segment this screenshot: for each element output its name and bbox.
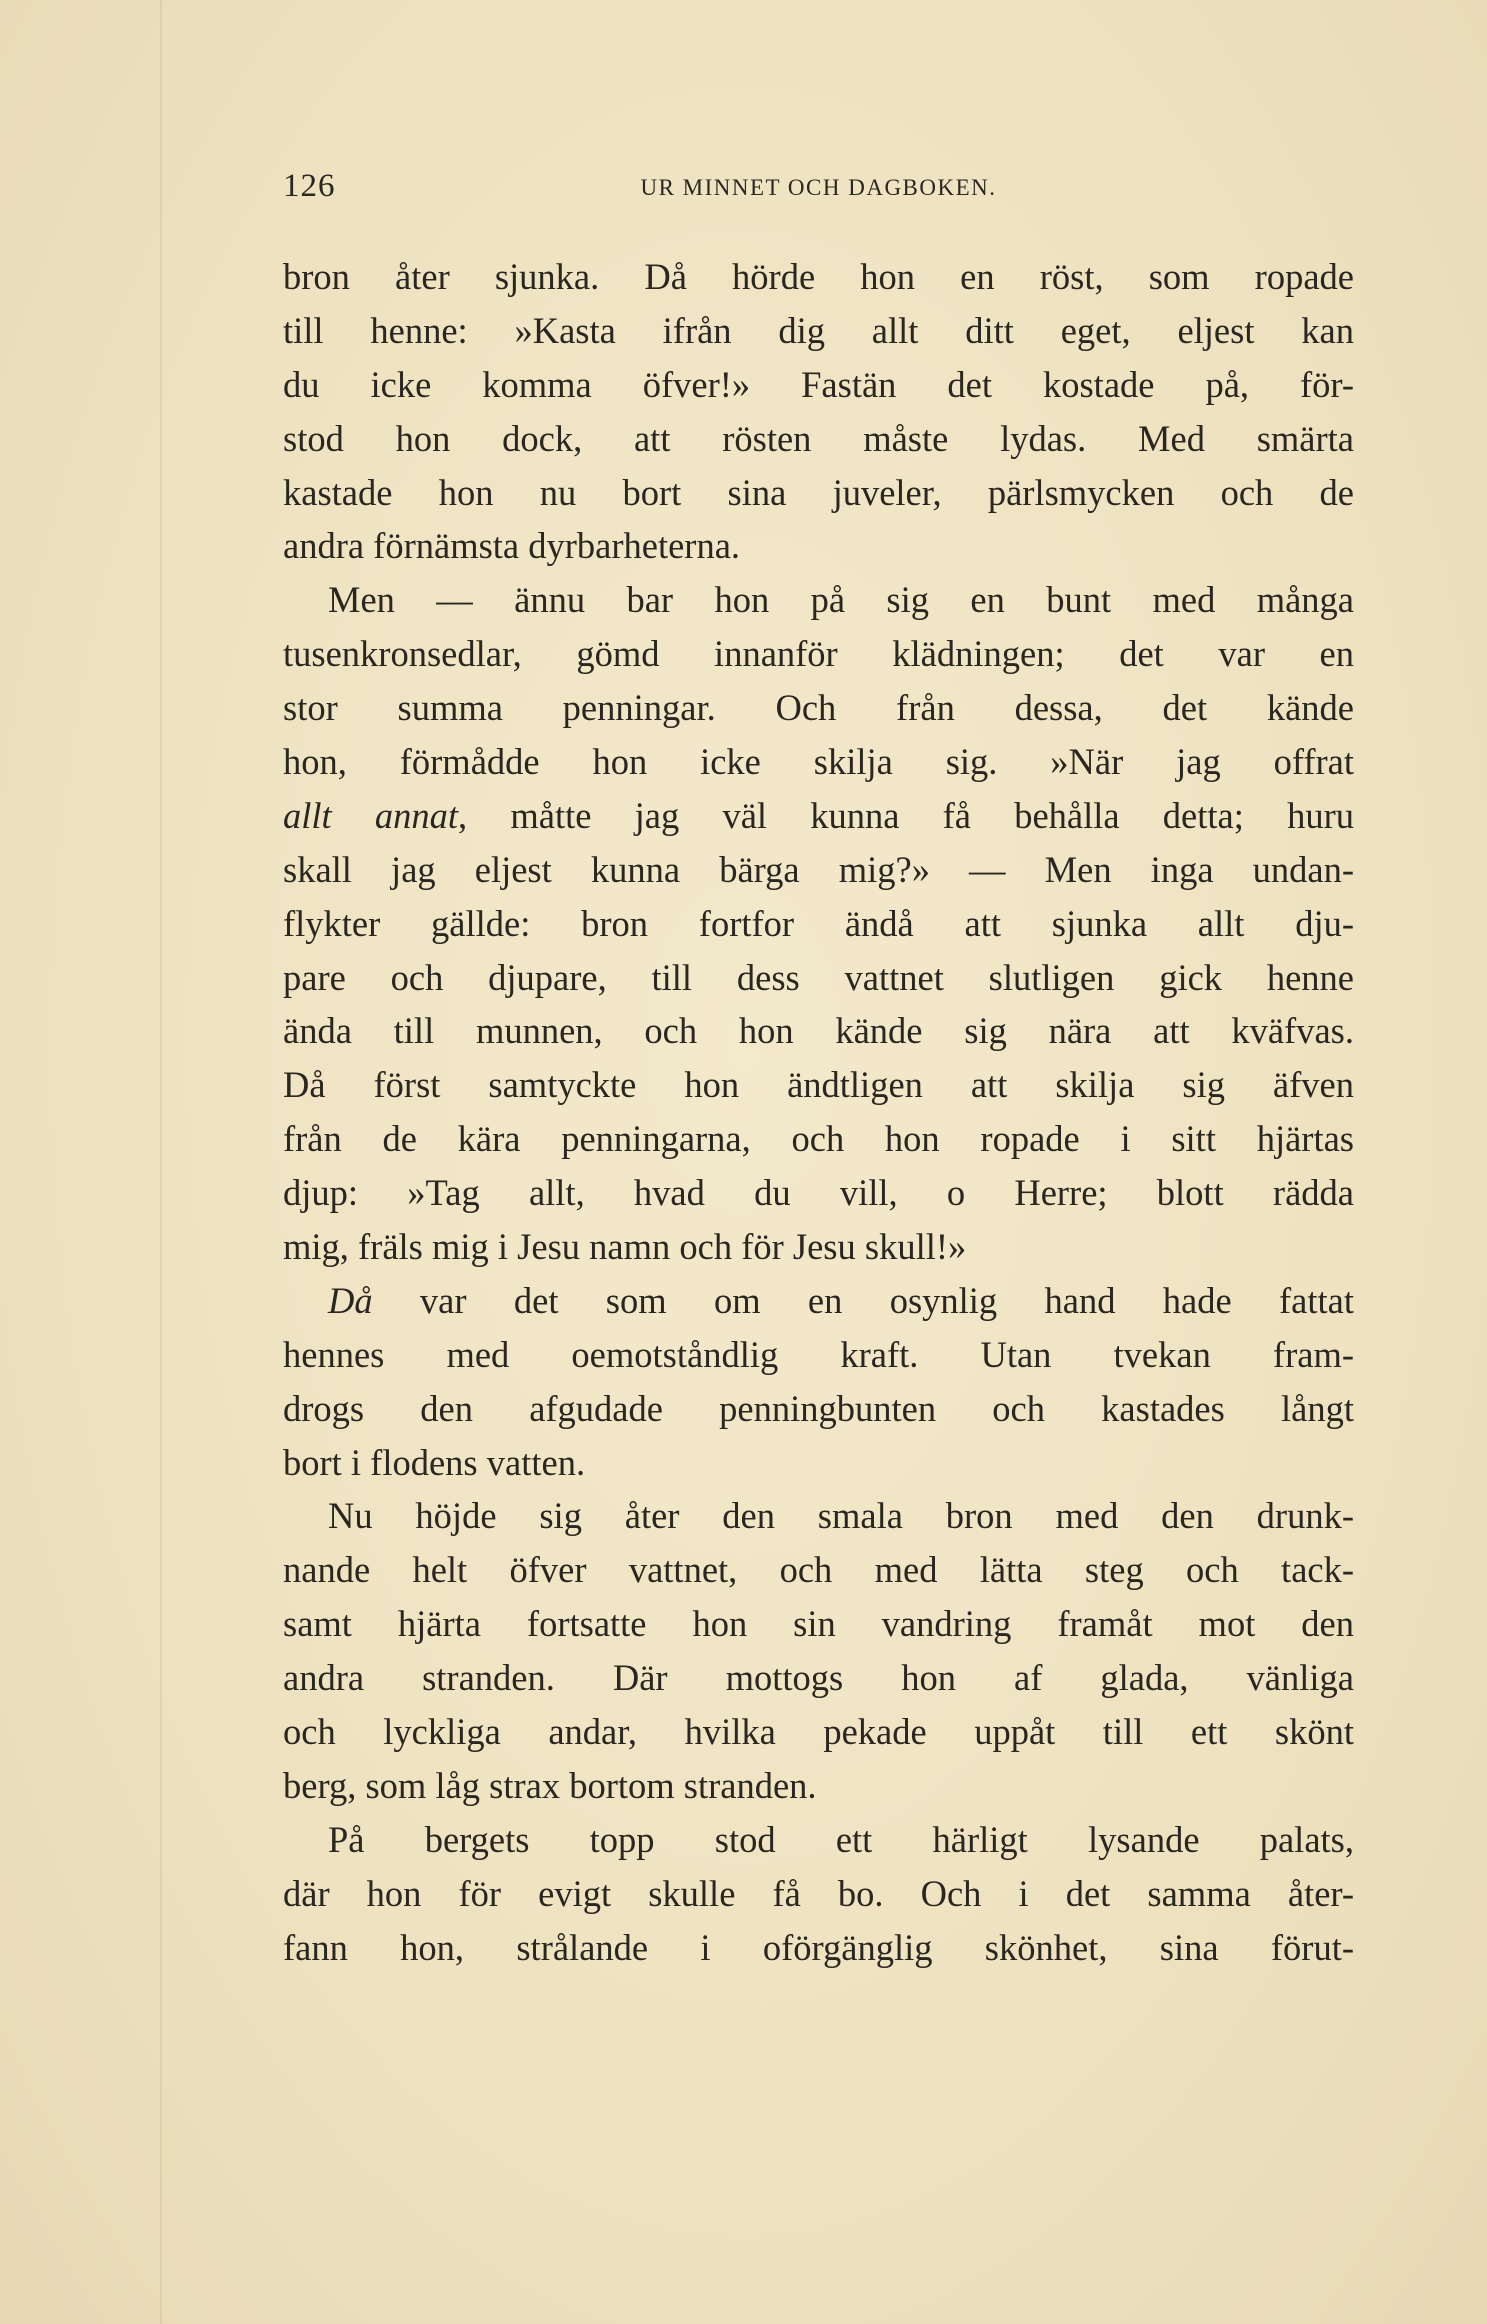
text-line: du icke komma öfver!» Fastän det kostade på, för- [283, 363, 1354, 405]
body-text [283, 250, 1354, 1975]
text-line: allt annat, måtte jag väl kunna få behålla detta; huru [283, 794, 1354, 836]
text-line: bron åter sjunka. Då hörde hon en röst, som ropade [283, 256, 1354, 297]
text-line: till henne: »Kasta ifrån dig allt ditt eget, eljest kan [283, 309, 1354, 351]
text-line: Nu höjde sig åter den smala bron med den drunk- [328, 1495, 1354, 1537]
italic-emphasis: Då [328, 1279, 373, 1321]
text-line: ända till munnen, och hon kände sig nära att kväfvas. [283, 1010, 1354, 1052]
text-line: berg, som låg strax bortom stranden. [283, 1764, 817, 1806]
text-line: djup: »Tag allt, hvad du vill, o Herre; blott rädda [283, 1172, 1354, 1214]
italic-emphasis: allt annat [283, 794, 459, 836]
text-line: flykter gällde: bron fortfor ändå att sjunka allt dju- [283, 902, 1354, 944]
page-number: 126 [283, 168, 336, 204]
text-line: Då först samtyckte hon ändtligen att skilja sig äfven [283, 1064, 1354, 1106]
text-line: kastade hon nu bort sina juveler, pärlsmycken och de [283, 471, 1354, 513]
text-line: bort i flodens vatten. [283, 1441, 586, 1483]
text-line: andra förnämsta dyrbarheterna. [283, 525, 741, 567]
text-line: Då var det som om en osynlig hand hade fattat [328, 1279, 1354, 1321]
text-line: nande helt öfver vattnet, och med lätta steg och tack- [283, 1549, 1354, 1591]
text-line: fann hon, strålande i oförgänglig skönhet, sina förut- [283, 1926, 1354, 1968]
text-line: pare och djupare, till dess vattnet slutligen gick henne [283, 956, 1354, 998]
page-header [283, 168, 1354, 208]
text-line: från de kära penningarna, och hon ropade i sitt hjärtas [283, 1118, 1354, 1160]
text-line: drogs den afgudade penningbunten och kastades långt [283, 1387, 1354, 1429]
page-edge-shadow [160, 0, 162, 2324]
text-line: andra stranden. Där mottogs hon af glada, vänliga [283, 1657, 1354, 1699]
text-line: stor summa penningar. Och från dessa, det kände [283, 687, 1354, 729]
text-line: där hon för evigt skulle få bo. Och i det samma åter- [283, 1872, 1354, 1914]
text-line: mig, fräls mig i Jesu namn och för Jesu skull!» [283, 1226, 967, 1268]
text-line: samt hjärta fortsatte hon sin vandring framåt mot den [283, 1603, 1354, 1645]
running-title: UR MINNET OCH DAGBOKEN. [640, 175, 997, 200]
text-line: stod hon dock, att rösten måste lydas. Med smärta [283, 417, 1354, 459]
text-line: Men — ännu bar hon på sig en bunt med många [328, 579, 1354, 621]
text-line: tusenkronsedlar, gömd innanför klädningen; det var en [283, 633, 1354, 675]
text-line: hon, förmådde hon icke skilja sig. »När jag offrat [283, 741, 1354, 783]
text-line: skall jag eljest kunna bärga mig?» — Men inga undan- [283, 848, 1354, 890]
text-line: hennes med oemotståndlig kraft. Utan tvekan fram- [283, 1333, 1354, 1375]
text-line: och lyckliga andar, hvilka pekade uppåt till ett skönt [283, 1711, 1354, 1753]
text-line: På bergets topp stod ett härligt lysande palats, [328, 1818, 1354, 1860]
